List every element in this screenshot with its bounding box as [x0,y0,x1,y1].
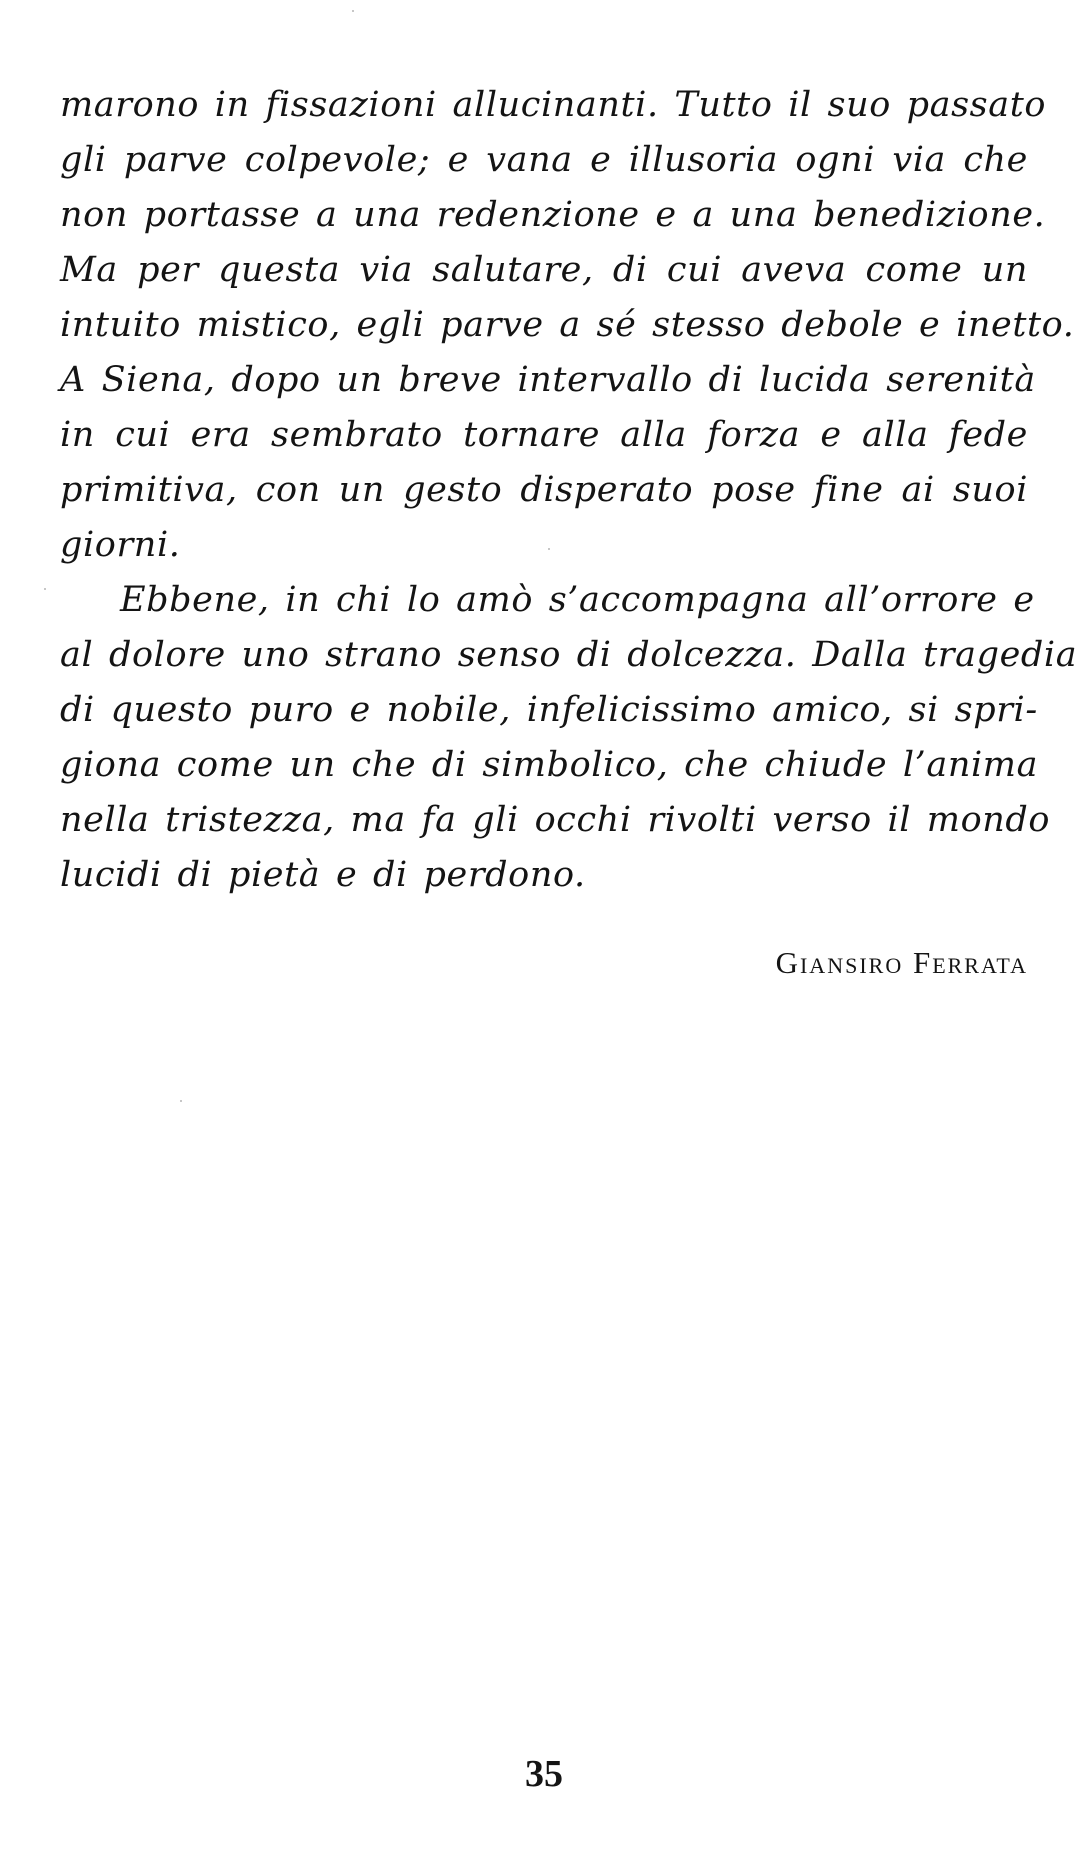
print-speck [352,10,354,12]
print-speck [180,1100,182,1102]
page-number: 35 [525,1753,563,1795]
text-line: giorni. [60,525,181,565]
text-line: A Siena, dopo un breve intervallo di lucida serenità [60,360,1036,400]
body-text [60,78,1078,903]
text-line: Ebbene, in chi lo amò s’accompagna all’orrore e [120,580,1035,620]
text-line: di questo puro e nobile, infelicissimo amico, si spri- [60,690,1038,730]
text-line: al dolore uno strano senso di dolcezza. Dalla tragedia [60,635,1078,675]
print-speck [548,548,550,550]
text-line: nella tristezza, ma fa gli occhi rivolti verso il mondo [60,800,1051,840]
text-line: lucidi di pietà e di perdono. [60,855,586,895]
author-signature: Giansiro Ferrata [775,945,1028,980]
paragraph-2 [60,573,1078,903]
text-line: gli parve colpevole; e vana e illusoria ogni via che [60,140,1028,180]
text-line: non portasse a una redenzione e a una benedizione. [60,195,1046,235]
text-line: Ma per questa via salutare, di cui aveva come un [60,250,1028,290]
text-line: giona come un che di simbolico, che chiude l’anima [60,745,1039,785]
paragraph-1 [60,78,1075,573]
text-line: intuito mistico, egli parve a sé stesso debole e inetto. [60,305,1075,345]
print-speck [44,588,46,590]
text-line: primitiva, con un gesto disperato pose fine ai suoi [60,470,1028,510]
text-line: marono in fissazioni allucinanti. Tutto il suo passato [60,85,1047,125]
text-line: in cui era sembrato tornare alla forza e alla fede [60,415,1028,455]
